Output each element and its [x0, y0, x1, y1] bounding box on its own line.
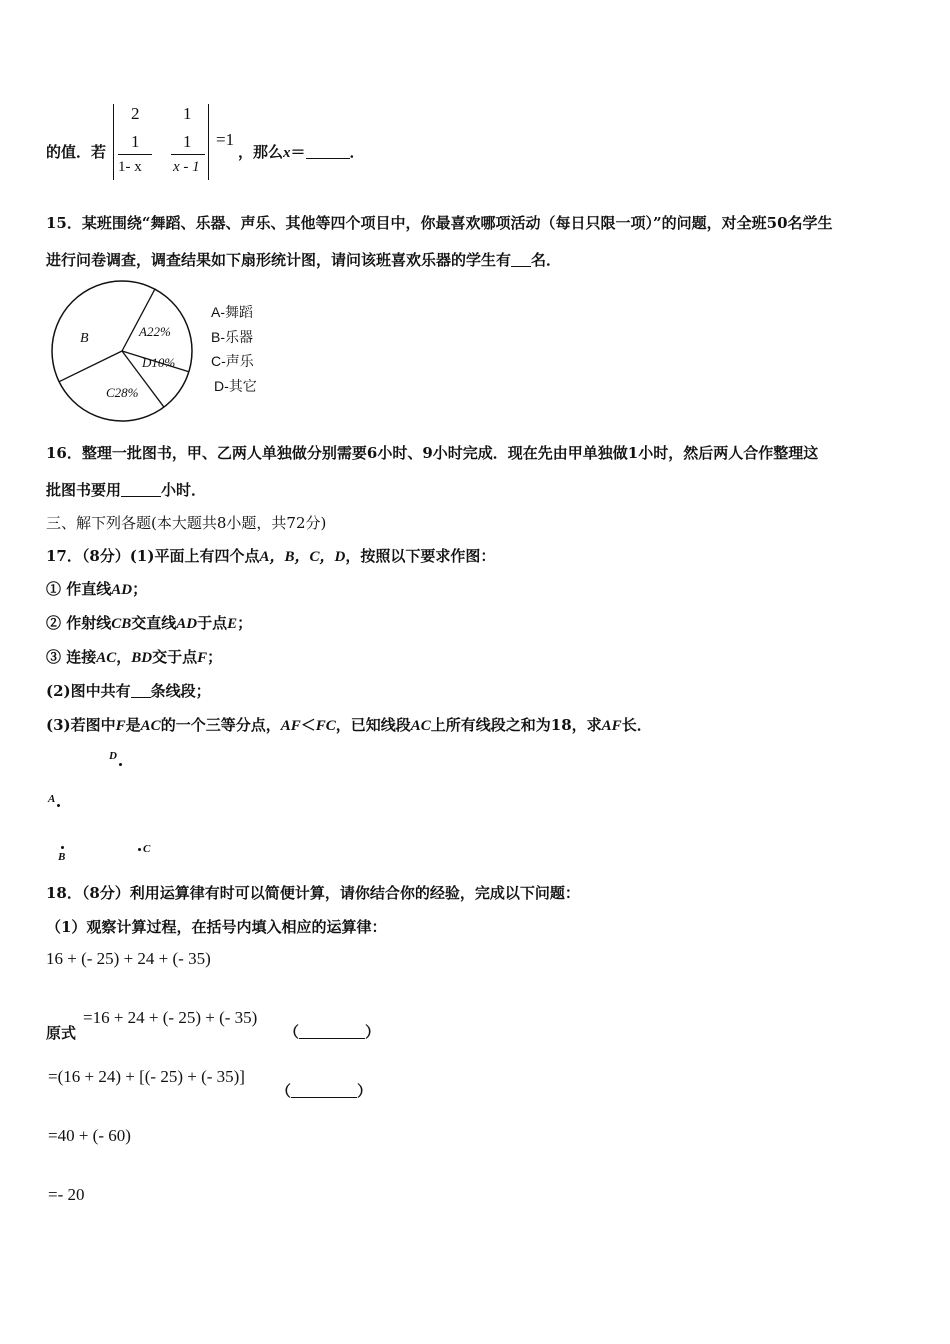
q17-s3-text: ③ 连接: [46, 648, 97, 666]
q17-s1-text: ① 作直线: [46, 580, 112, 598]
point-b-label: B: [58, 851, 66, 863]
q14-answer-blank[interactable]: [306, 144, 350, 159]
det-m21-num: 1: [131, 132, 140, 151]
q17-p3-af2: AF: [601, 718, 622, 734]
q18-sub1: （1）观察计算过程，在括号内填入相应的运算律：: [46, 918, 387, 936]
point-b-dot: [61, 846, 64, 849]
det-m21-den: 1- x: [118, 159, 142, 175]
q17-s3-comma: ，: [116, 648, 132, 666]
q18-expr: 16 + (- 25) + 24 + (- 35): [46, 949, 211, 968]
q17-p3-f: F: [115, 718, 126, 734]
pie-label-c: C28%: [106, 385, 139, 400]
q17-s2-text3: 于点: [197, 614, 228, 632]
q18-step1-paren: [284, 1021, 380, 1042]
det-m12: 1: [183, 104, 192, 123]
q17-p3-ac: AC: [140, 718, 161, 734]
q18-step2-blank[interactable]: [291, 1083, 357, 1098]
pie-divider-a: [122, 289, 155, 351]
q18-step2-paren: [276, 1080, 372, 1101]
q17-p2-text: (2)图中共有: [46, 682, 131, 700]
q17-head: [46, 545, 495, 566]
q17-p3-ac2: AC: [410, 718, 431, 734]
q16-line1: 16．整理一批图书，甲、乙两人单独做分别需要6小时、9小时完成．现在先由甲单独做1小时，然后两人合作整理这: [46, 444, 819, 462]
q18-step3: =40 + (- 60): [48, 1126, 131, 1145]
q14-suffix-b: ＝: [290, 143, 306, 161]
legend-d: D-其它: [214, 378, 257, 394]
paren-close: ）: [357, 1084, 373, 1100]
q17-s3-bd: BD: [131, 650, 153, 666]
q17-s2-cb: CB: [111, 616, 132, 632]
point-a-dot: [57, 804, 60, 807]
q14-suffix-a: ，那么: [238, 143, 284, 161]
legend-c: C-声乐: [211, 353, 254, 369]
det-m11: 2: [131, 104, 140, 123]
q15-line2-end: 名．: [531, 251, 562, 269]
pie-label-d: D10%: [142, 355, 176, 370]
det-m21-fracbar: [118, 154, 152, 155]
paren-open: （: [284, 1025, 300, 1041]
q15-line2-text: 进行问卷调查，调查结果如下扇形统计图，请问该班喜欢乐器的学生有: [46, 251, 512, 269]
paren-open: （: [276, 1084, 292, 1100]
q14-suffix: [238, 141, 365, 162]
q17-head-end: ，按照以下要求作图：: [345, 547, 496, 565]
point-d-dot: [119, 763, 122, 766]
det-m22-num: 1: [183, 132, 192, 151]
q17-step2: [46, 612, 252, 633]
q17-p3-i: ，已知线段: [335, 716, 411, 734]
q18-step4: =- 20: [48, 1185, 85, 1204]
q17-part3: [46, 714, 652, 735]
q18-step1-blank[interactable]: [299, 1024, 365, 1039]
q16-line2-text: 批图书要用: [46, 481, 122, 499]
q16-answer-blank[interactable]: [121, 482, 161, 497]
q16-line2-end: 小时．: [161, 481, 207, 499]
pie-chart: [40, 278, 200, 428]
q17-p2-end: 条线段；: [150, 682, 211, 700]
det-left-bar: [113, 104, 116, 180]
q14-end: ．: [349, 143, 365, 161]
point-a-label: A: [48, 793, 56, 805]
q14-prefix: 的值．若: [46, 143, 107, 161]
q18-head: 18．（8分）利用运算律有时可以简便计算，请你结合你的经验，完成以下问题：: [46, 884, 580, 902]
q17-p3-a: (3)若图中: [46, 716, 116, 734]
det-right-bar: [208, 104, 211, 180]
q17-s2-end: ；: [237, 614, 253, 632]
det-m22-den: x - 1: [173, 159, 200, 175]
determinant: [113, 104, 213, 180]
q17-step1: [46, 578, 147, 599]
q17-p3-k: 上所有线段之和为18，求: [430, 716, 602, 734]
q17-s1-end: ；: [132, 580, 148, 598]
q17-p3-c: 是: [125, 716, 141, 734]
q17-p3-af: AF: [280, 718, 301, 734]
q17-head-text: 17．（8分）(1)平面上有四个点: [46, 547, 260, 565]
q17-p2-blank[interactable]: [131, 683, 151, 698]
q18-step2: =(16 + 24) + [(- 25) + (- 35)]: [48, 1067, 245, 1086]
q17-s2-e: E: [227, 616, 238, 632]
q17-s2-text2: 交直线: [131, 614, 177, 632]
q17-s2-ad: AD: [176, 616, 198, 632]
legend-a: A-舞蹈: [211, 304, 253, 320]
det-m22-fracbar: [171, 154, 205, 155]
point-c-dot: [138, 848, 141, 851]
q17-step3: [46, 646, 222, 667]
q16-line2: [46, 479, 206, 500]
point-c-label: C: [143, 843, 151, 855]
point-d-label: D: [109, 750, 117, 762]
legend-b: B-乐器: [211, 329, 253, 345]
q17-p3-end: 长．: [621, 716, 652, 734]
q18-orig-label: 原式: [46, 1024, 77, 1042]
paren-close: ）: [365, 1025, 381, 1041]
q15-line1: 15．某班围绕“舞蹈、乐器、声乐、其他等四个项目中，你最喜欢哪项活动（每日只限一项）”的问题，对全班50名学生: [46, 214, 833, 232]
q14-equals: =1: [216, 130, 235, 149]
pie-label-b: B: [80, 331, 89, 346]
q18-step1: =16 + 24 + (- 25) + (- 35): [83, 1008, 258, 1027]
q17-p3-e: 的一个三等分点，: [160, 716, 281, 734]
q17-part2: [46, 680, 211, 701]
q15-line2: [46, 249, 561, 270]
section-3-title: 三、解下列各题(本大题共8小题，共72分): [46, 514, 327, 532]
q14-var: x: [283, 145, 291, 161]
q17-s3-ac: AC: [96, 650, 117, 666]
pie-divider-b: [59, 351, 122, 382]
q17-s3-end: ；: [207, 648, 223, 666]
q17-p3-fc: FC: [315, 718, 336, 734]
q17-s2-text: ② 作射线: [46, 614, 112, 632]
q17-p3-lt: ＜: [300, 716, 316, 734]
q17-head-points: A，B，C，D: [259, 549, 346, 565]
q17-s3-f: F: [197, 650, 208, 666]
q17-s3-text2: 交于点: [152, 648, 198, 666]
pie-label-a: A22%: [139, 324, 171, 339]
q15-answer-blank[interactable]: [511, 252, 531, 267]
q17-s1-ad: AD: [111, 582, 133, 598]
